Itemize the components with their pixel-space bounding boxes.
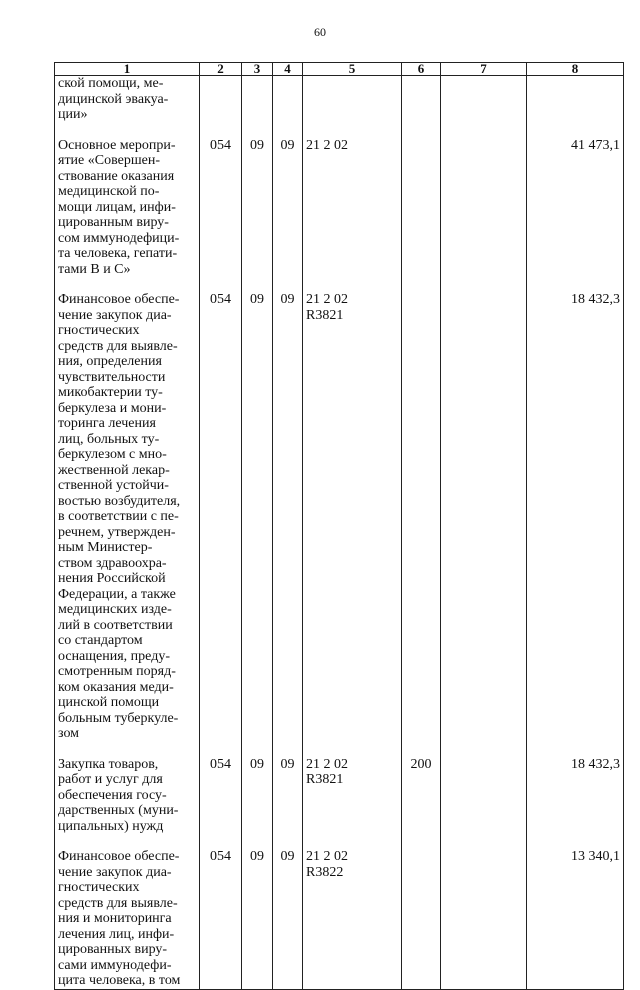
amount-cell: 18 432,3 xyxy=(527,756,624,849)
item-name-line: цинской помощи xyxy=(58,695,160,710)
section-code-cell: 09 xyxy=(242,848,273,989)
item-name-line: Финансовое обеспе- xyxy=(58,849,180,864)
item-name-line: ным Министер- xyxy=(58,540,153,555)
item-name-line: лечения лиц, инфи- xyxy=(58,926,175,942)
item-name-line: оснащения, преду- xyxy=(58,648,170,664)
column-header-4: 4 xyxy=(273,63,303,76)
target-article-cell xyxy=(303,756,402,849)
column-7-cell xyxy=(441,291,527,756)
target-article-cell xyxy=(303,291,402,756)
item-name-line: сом иммунодефици- xyxy=(58,230,180,246)
item-name-line: со стандартом xyxy=(58,633,143,648)
section-code-cell: 09 xyxy=(242,291,273,756)
column-header-1: 1 xyxy=(55,63,200,76)
budget-table xyxy=(54,62,624,990)
item-name-line: цита человека, в том xyxy=(58,973,181,988)
item-name-cell xyxy=(55,756,200,849)
item-name-line: средств для выявле- xyxy=(58,338,178,354)
ministry-code-cell xyxy=(200,76,242,137)
item-name-line: речнем, утвержден- xyxy=(58,524,176,540)
subsection-code-cell: 09 xyxy=(273,848,303,989)
item-name-line: ния, определения xyxy=(58,354,162,369)
item-name-line: средств для выявле- xyxy=(58,895,178,911)
ministry-code-cell: 054 xyxy=(200,291,242,756)
column-header-6: 6 xyxy=(402,63,441,76)
item-name-line: обеспечения госу- xyxy=(58,787,167,803)
item-name-line: чение закупок диа- xyxy=(58,307,172,323)
item-name-line: чувствительности xyxy=(58,369,166,385)
column-header-3: 3 xyxy=(242,63,273,76)
target-article-cell xyxy=(303,137,402,292)
item-name-line: востью возбудителя, xyxy=(58,493,181,509)
subsection-code-cell: 09 xyxy=(273,137,303,292)
section-code-cell: 09 xyxy=(242,756,273,849)
item-name-line: торинга лечения xyxy=(58,416,156,431)
expense-type-cell: 200 xyxy=(402,756,441,849)
column-7-cell xyxy=(441,756,527,849)
page-number: 60 xyxy=(314,25,326,39)
item-name-line: гностических xyxy=(58,880,140,895)
expense-type-cell xyxy=(402,291,441,756)
item-name-line: медицинских изде- xyxy=(58,602,172,617)
amount-cell: 18 432,3 xyxy=(527,291,624,756)
item-name-line: Финансовое обеспе- xyxy=(58,292,180,307)
column-header-7: 7 xyxy=(441,63,527,76)
item-name-line: ния и мониторинга xyxy=(58,911,172,926)
table-body xyxy=(55,76,624,990)
item-name-cell xyxy=(55,76,200,137)
target-article-line: R3821 xyxy=(306,772,344,787)
item-name-line: ципальных) нужд xyxy=(58,818,164,834)
header-row xyxy=(55,63,624,76)
item-name-line: медицинской по- xyxy=(58,184,160,199)
item-name-line: лий в соответствии xyxy=(58,617,173,633)
section-code-cell: 09 xyxy=(242,137,273,292)
item-name-line: зом xyxy=(58,726,80,741)
target-article-line: 21 2 02 xyxy=(306,849,348,864)
column-header-8: 8 xyxy=(527,63,624,76)
subsection-code-cell: 09 xyxy=(273,756,303,849)
item-name-line: в соответствии с пе- xyxy=(58,509,179,524)
item-name-line: смотренным поряд- xyxy=(58,664,176,679)
item-name-cell xyxy=(55,848,200,989)
target-article-line: R3822 xyxy=(306,864,344,880)
ministry-code-cell: 054 xyxy=(200,137,242,292)
item-name-line: мощи лицам, инфи- xyxy=(58,199,176,215)
amount-cell: 41 473,1 xyxy=(527,137,624,292)
column-header-5: 5 xyxy=(303,63,402,76)
item-name-line: та человека, гепати- xyxy=(58,246,178,261)
ministry-code-cell: 054 xyxy=(200,848,242,989)
item-name-line: цированных виру- xyxy=(58,942,168,957)
target-article-line: 21 2 02 xyxy=(306,292,348,307)
item-name-line: тами В и С» xyxy=(58,261,131,277)
table-row xyxy=(55,76,624,137)
item-name-line: сами иммунодефи- xyxy=(58,957,172,973)
column-7-cell xyxy=(441,137,527,292)
ministry-code-cell: 054 xyxy=(200,756,242,849)
item-name-line: Закупка товаров, xyxy=(58,756,159,772)
item-name-line: дицинской эвакуа- xyxy=(58,91,169,107)
amount-cell xyxy=(527,76,624,137)
item-name-line: нения Российской xyxy=(58,571,166,586)
table-row xyxy=(55,848,624,989)
item-name-line: ком оказания меди- xyxy=(58,679,174,695)
table-row xyxy=(55,137,624,292)
target-article-line: 21 2 02 xyxy=(306,756,348,772)
target-article-line: R3821 xyxy=(306,307,344,323)
subsection-code-cell xyxy=(273,76,303,137)
item-name-line: беркулеза и мони- xyxy=(58,400,167,416)
expense-type-cell xyxy=(402,848,441,989)
item-name-line: цированным виру- xyxy=(58,215,169,230)
amount-cell: 13 340,1 xyxy=(527,848,624,989)
item-name-line: жественной лекар- xyxy=(58,462,170,478)
item-name-line: Федерации, а также xyxy=(58,586,176,602)
table-row xyxy=(55,291,624,756)
target-article-cell xyxy=(303,848,402,989)
item-name-line: ственной устойчи- xyxy=(58,478,169,493)
item-name-cell xyxy=(55,291,200,756)
column-7-cell xyxy=(441,76,527,137)
item-name-line: ской помощи, ме- xyxy=(58,76,164,91)
item-name-line: Основное меропри- xyxy=(58,137,176,153)
expense-type-cell xyxy=(402,76,441,137)
item-name-line: микобактерии ту- xyxy=(58,385,163,400)
item-name-line: лиц, больных ту- xyxy=(58,431,160,447)
section-code-cell xyxy=(242,76,273,137)
item-name-line: дарственных (муни- xyxy=(58,803,179,818)
expense-type-cell xyxy=(402,137,441,292)
item-name-line: гностических xyxy=(58,323,140,338)
column-header-2: 2 xyxy=(200,63,242,76)
item-name-line: ством здравоохра- xyxy=(58,555,167,571)
item-name-line: ции» xyxy=(58,107,88,122)
column-7-cell xyxy=(441,848,527,989)
item-name-line: чение закупок диа- xyxy=(58,864,172,880)
item-name-cell xyxy=(55,137,200,292)
target-article-cell xyxy=(303,76,402,137)
item-name-line: ствование оказания xyxy=(58,168,175,184)
item-name-line: работ и услуг для xyxy=(58,772,163,787)
item-name-line: больным туберкуле- xyxy=(58,710,179,726)
item-name-line: беркулезом с мно- xyxy=(58,447,167,462)
table-row xyxy=(55,756,624,849)
target-article-line: 21 2 02 xyxy=(306,137,348,153)
item-name-line: ятие «Совершен- xyxy=(58,153,160,168)
subsection-code-cell: 09 xyxy=(273,291,303,756)
